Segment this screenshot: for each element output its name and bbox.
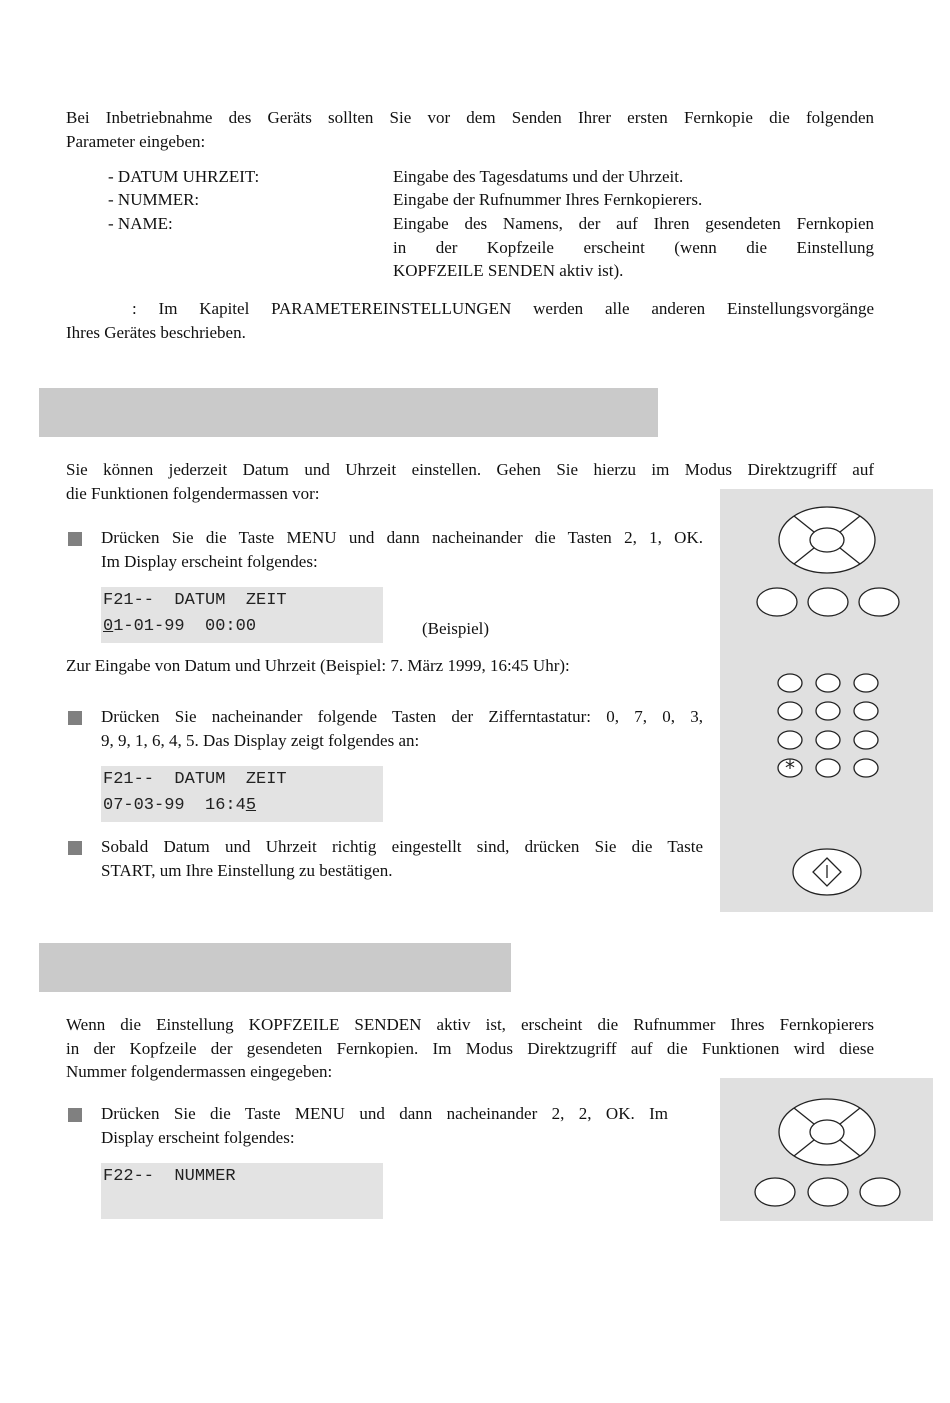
step-line: Im Display erscheint folgendes: [101,551,318,571]
section2-intro-line: Nummer folgendermassen eingegeben: [66,1062,333,1081]
step-line: Drücken Sie nacheinander folgende Tasten der Zifferntastatur: 0, 7, 0, 3, [101,707,703,726]
display-line-2 [103,796,256,815]
bullet-square-icon [68,711,82,725]
bullet-square-icon [68,841,82,855]
display-line-1: F21-- DATUM ZEIT [103,770,287,789]
step-line: Sobald Datum und Uhrzeit richtig eingestellt sind, drücken Sie die Taste [101,837,703,856]
step-enter-digits [101,705,703,752]
display-cursor: 5 [245,796,257,815]
note-paragraph [66,297,874,344]
step-line: Display erscheint folgendes: [101,1127,295,1147]
param-term-datum: - DATUM UHRZEIT: [108,167,260,186]
bullet-square-icon [68,532,82,546]
param-desc-line: Eingabe der Rufnummer Ihres Fernkopierers. [393,190,703,209]
bullet-square-icon [68,1108,82,1122]
keypad-illustration-small [720,1078,933,1221]
step-line: Drücken Sie die Taste MENU und dann nacheinander 2, 2, OK. Im [101,1104,668,1123]
function-keys-icon [757,588,899,616]
display-line-2 [103,617,256,636]
step-line: START, um Ihre Einstellung zu bestätigen. [101,860,393,880]
param-desc-nummer [393,188,874,212]
function-keys-icon [755,1178,900,1206]
fax-control-panel-icon [720,489,933,912]
display-cursor: 0 [103,617,114,636]
keypad-illustration [720,489,933,912]
intro-line: Bei Inbetriebnahme des Geräts sollten Sie vor dem Senden Ihrer ersten Fernkopie die folgenden [66,108,874,127]
param-desc-line: in der Kopfzeile erscheint (wenn die Einstellung [393,237,874,257]
param-desc-line: KOPFZEILE SENDEN aktiv ist). [393,261,624,280]
param-term-name: - NAME: [108,214,173,233]
display-line-1: F21-- DATUM ZEIT [103,591,287,610]
display-readout-f21-initial [101,587,383,643]
navigation-pad-icon [779,1099,875,1165]
param-desc-datum [393,165,874,189]
section2-intro-line: Wenn die Einstellung KOPFZEILE SENDEN aktiv ist, erscheint die Rufnummer Ihres Fernkopierers [66,1015,874,1034]
param-desc-line: Eingabe des Namens, der auf Ihren gesendeten Fernkopien [393,214,874,233]
intro-paragraph [66,106,874,153]
navigation-pad-icon [779,507,875,573]
display-line-2-text: 1-01-99 00:00 [113,617,257,636]
display-readout-f21-entered [101,766,383,822]
section2-intro-line: in der Kopfzeile der gesendeten Fernkopien. Im Modus Direktzugriff auf die Funktionen wird diese [66,1038,874,1058]
start-key-icon [793,849,861,895]
section-heading-bar-nummer [39,943,511,992]
section2-intro [66,1013,874,1084]
star-key-label: * [785,756,795,780]
intro-line: Parameter eingeben: [66,131,206,151]
param-term-nummer: - NUMMER: [108,190,200,209]
display-line-1: F22-- NUMMER [103,1167,236,1186]
instruction-text: Zur Eingabe von Datum und Uhrzeit (Beispiel: 7. März 1999, 16:45 Uhr): [66,656,570,675]
param-desc-line: Eingabe des Tagesdatums und der Uhrzeit. [393,167,684,186]
step-press-start [101,835,703,882]
section-heading-bar-datum-uhrzeit [39,388,658,437]
example-label: (Beispiel) [422,619,490,638]
step-line: Drücken Sie die Taste MENU und dann nacheinander die Tasten 2, 1, OK. [101,528,703,547]
section1-intro-line: die Funktionen folgendermassen vor: [66,483,320,503]
note-line: Ihres Gerätes beschrieben. [66,322,246,342]
note-line: : Im Kapitel PARAMETEREINSTELLUNGEN werden alle anderen Einstellungsvorgänge [132,299,874,318]
section1-intro-line: Sie können jederzeit Datum und Uhrzeit einstellen. Gehen Sie hierzu im Modus Direktzugriff auf [66,460,874,479]
display-line-2-text: 07-03-99 16:4 [103,796,246,815]
fax-control-panel-icon [720,1078,933,1221]
step-menu-21 [101,526,703,573]
step-menu-22 [101,1102,668,1149]
display-readout-f22 [101,1163,383,1219]
step-line: 9, 9, 1, 6, 4, 5. Das Display zeigt folgendes an: [101,730,420,750]
param-desc-name [393,212,874,283]
